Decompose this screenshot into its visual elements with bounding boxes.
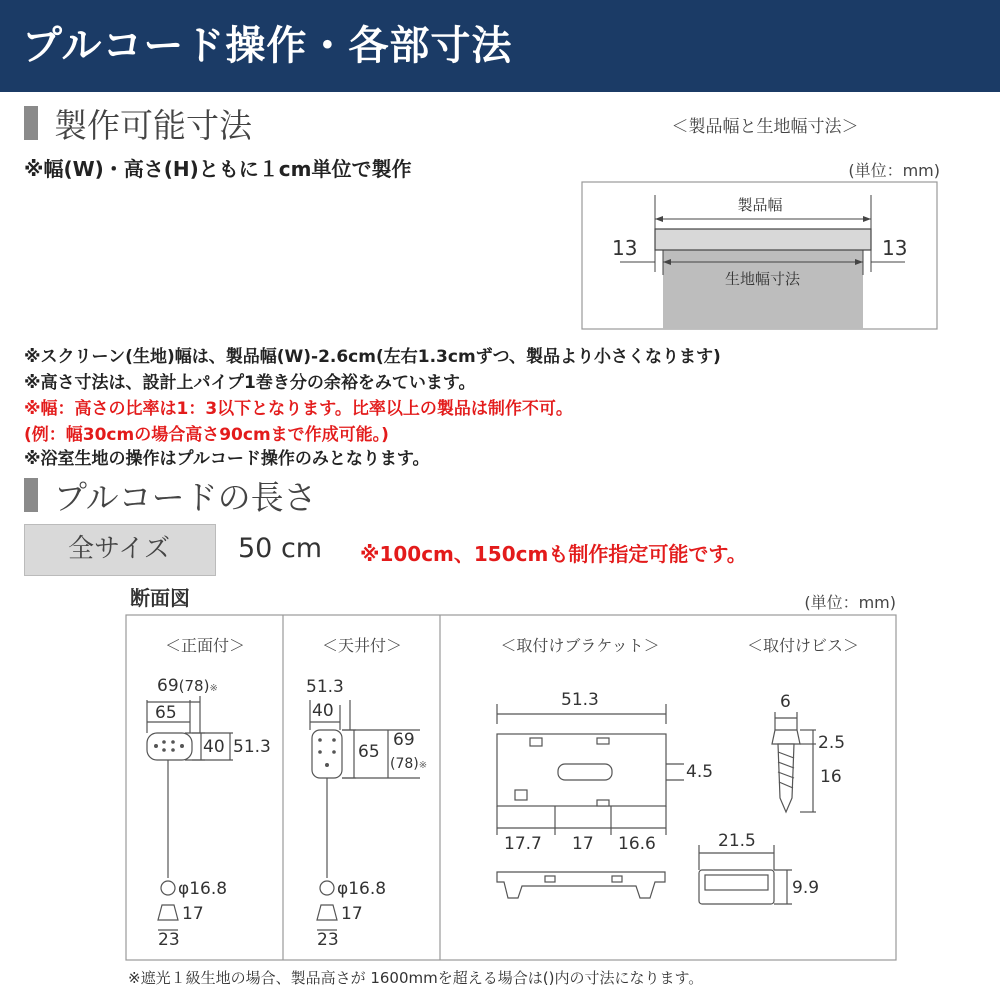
- cap-width: 21.5: [718, 831, 756, 851]
- ceiling-knob-diameter: φ16.8: [337, 879, 387, 899]
- bracket-seg3: 16.6: [618, 834, 656, 854]
- screw-head-height: 2.5: [818, 733, 846, 753]
- front-tassel-width: 23: [158, 930, 180, 950]
- front-knob-diameter: φ16.8: [178, 879, 228, 899]
- ceiling-dim-78: (78)※: [390, 756, 428, 772]
- bracket-caption: ＜取付けブラケット＞: [500, 636, 660, 655]
- ceiling-dim-40: 40: [312, 701, 334, 721]
- bracket-seg2: 17: [572, 834, 594, 854]
- screw-caption: ＜取付けビス＞: [746, 636, 859, 655]
- note-bathroom: ※浴室生地の操作はプルコード操作のみとなります。: [24, 449, 430, 469]
- cap-height: 9.9: [792, 878, 820, 898]
- bracket-width: 51.3: [561, 690, 599, 710]
- bracket-seg1: 17.7: [504, 834, 542, 854]
- page-title: プルコード操作・各部寸法: [22, 23, 513, 69]
- front-dim-40: 40: [203, 737, 225, 757]
- front-dim-65: 65: [155, 703, 177, 723]
- size-label: 全サイズ: [68, 534, 170, 564]
- ceiling-dim-65: 65: [358, 742, 380, 762]
- cross-section-footnote: ※遮光１級生地の場合、製品高さが 1600mmを超える場合は()内の寸法になります。: [128, 969, 704, 987]
- ceiling-dim-69: 69: [393, 730, 415, 750]
- cord-length-note: ※100cm、150cmも制作指定可能です。: [360, 542, 747, 566]
- note-height: ※高さ寸法は、設計上パイプ1巻き分の余裕をみています。: [24, 373, 476, 393]
- ceiling-tassel-height: 17: [341, 904, 363, 924]
- ceiling-tassel-width: 23: [317, 930, 339, 950]
- left-margin-value: 13: [612, 236, 638, 260]
- cross-section-title: 断面図: [130, 586, 190, 610]
- bracket-slot-height: 4.5: [686, 762, 714, 782]
- fabric-width-label: 生地幅寸法: [724, 270, 800, 288]
- unit-note: ※幅(W)・高さ(H)ともに１cm単位で製作: [24, 157, 412, 181]
- front-dim-69: 69(78)※: [157, 676, 218, 696]
- screw-head-width: 6: [780, 692, 791, 712]
- ceiling-dim-51-3: 51.3: [306, 677, 344, 697]
- note-fabric-width: ※スクリーン(生地)幅は、製品幅(W)-2.6cm(左右1.3cmずつ、製品より小さくなります): [24, 347, 721, 367]
- note-ratio: ※幅：高さの比率は1：3以下となります。比率以上の製品は制作不可。: [24, 399, 573, 419]
- unit-label: (単位：mm): [848, 161, 940, 180]
- section-heading-cord-length: プルコードの長さ: [54, 478, 317, 517]
- section-heading-dimensions: 製作可能寸法: [54, 106, 252, 145]
- front-dim-51-3: 51.3: [233, 737, 271, 757]
- cross-section-unit: (単位：mm): [804, 593, 896, 612]
- note-ratio-example: (例：幅30cmの場合高さ90cmまで作成可能。): [24, 425, 389, 445]
- diagram-caption: ＜製品幅と生地幅寸法＞: [671, 117, 859, 137]
- front-mount-caption: ＜正面付＞: [164, 636, 245, 655]
- ceiling-mount-caption: ＜天井付＞: [321, 636, 402, 655]
- front-tassel-height: 17: [182, 904, 204, 924]
- right-margin-value: 13: [882, 236, 908, 260]
- product-width-label: 製品幅: [737, 196, 783, 214]
- screw-length: 16: [820, 767, 842, 787]
- cord-length-value: 50 cm: [238, 533, 323, 564]
